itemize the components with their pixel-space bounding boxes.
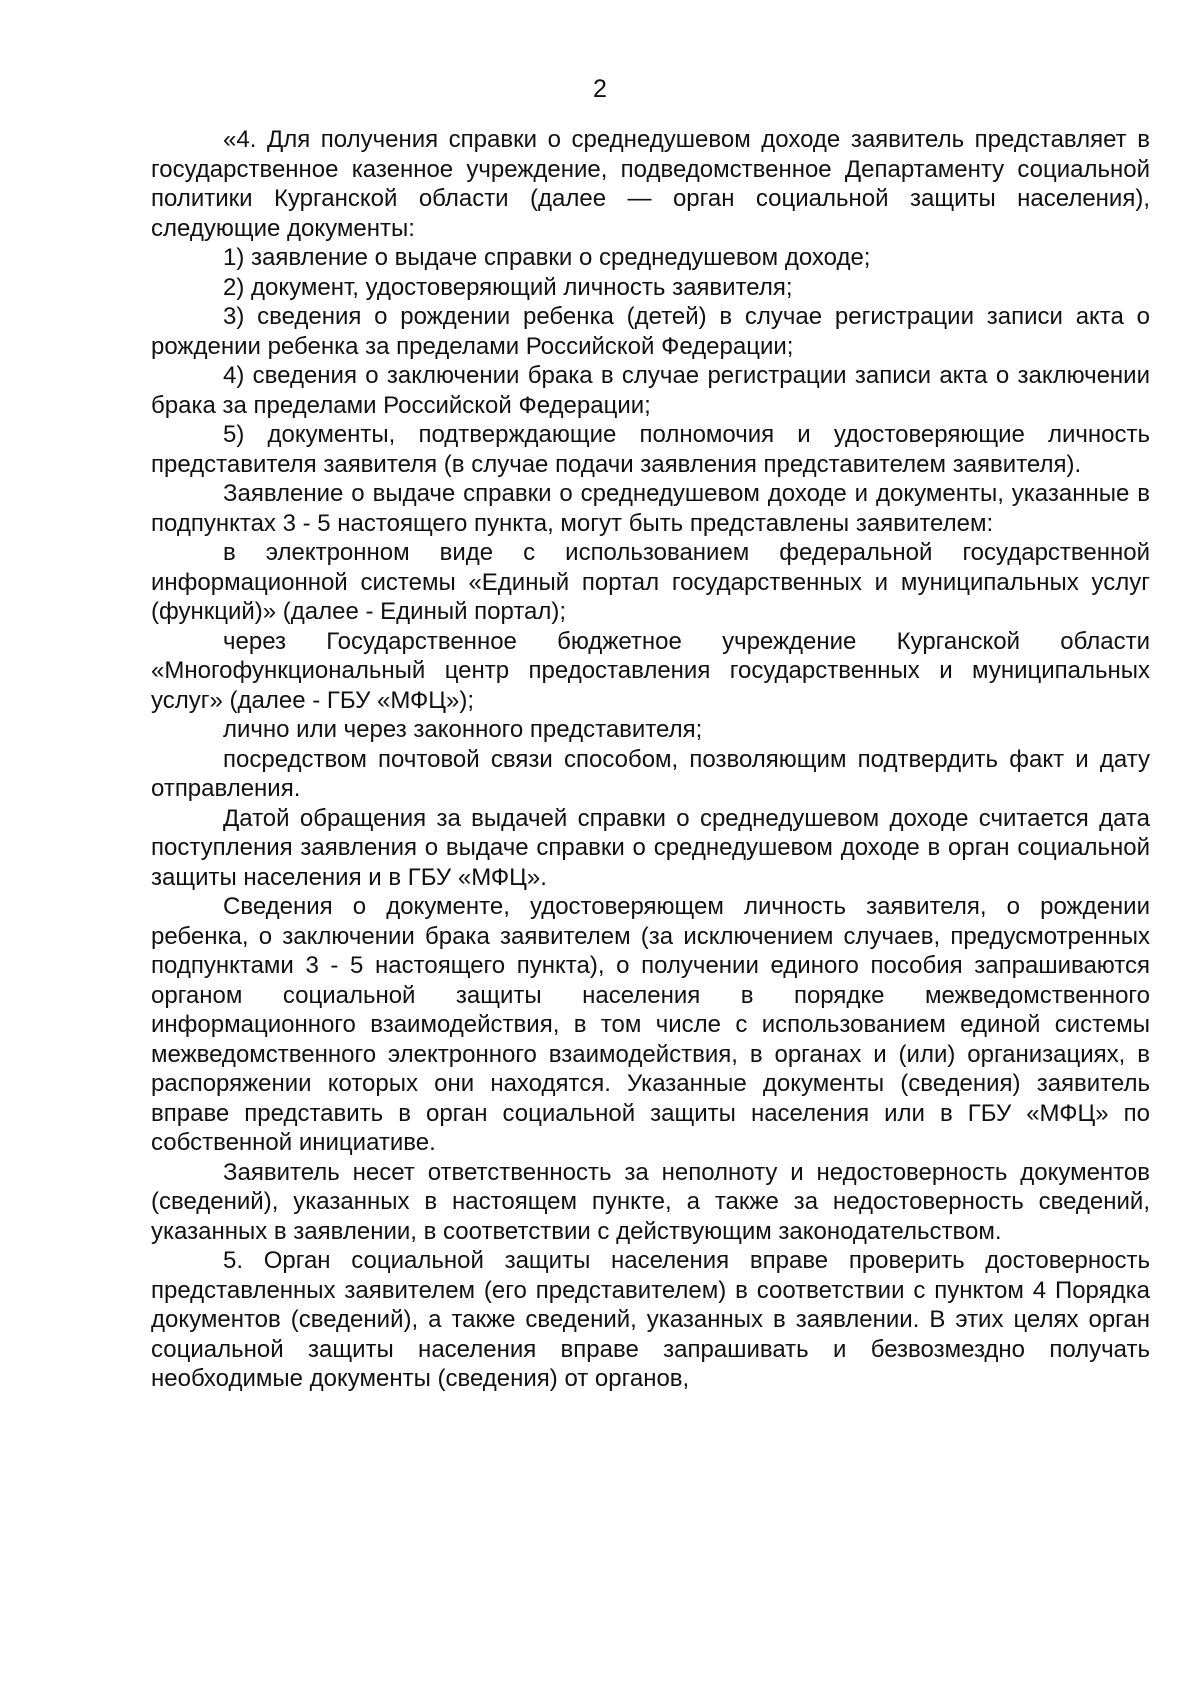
page-number: 2 xyxy=(593,75,607,103)
paragraph-item5: 5. Орган социальной защиты населения вправе проверить достоверность представленных заявителем (его представителем) в соответствии с пунктом 4 Порядка документов (сведений), а также сведений, указанных в заявлении. В этих целях орган социальной защиты населения вправе запрашивать и безвозмездно получать необходимые документы (сведения) от органов, xyxy=(151,1247,1150,1392)
list-item-5: 5) документы, подтверждающие полномочия и удостоверяющие личность представителя заявителя (в случае подачи заявления представителем заявителя). xyxy=(151,421,1150,478)
paragraph-application-date: Датой обращения за выдачей справки о среднедушевом доходе считается дата поступления заявления о выдаче справки о среднедушевом доходе в орган социальной защиты населения и в ГБУ «МФЦ». xyxy=(151,804,1150,891)
paragraph-item4-intro: «4. Для получения справки о среднедушевом доходе заявитель представляет в государственное казенное учреждение, подведомственное Департаменту социальной политики Курганской области (далее — орган социальной защиты населения), следующие документы: xyxy=(151,126,1150,242)
paragraph-interagency-requests: Сведения о документе, удостоверяющем личность заявителя, о рождении ребенка, о заключении брака заявителем (за исключением случаев, предусмотренных подпунктами 3 - 5 настоящего пункта), о получении единого пособия запрашиваются органом социальной защиты населения в порядке межведомственного информационного взаимодействия, в том числе с использованием единой системы межведомственного электронного взаимодействия, в органах и (или) организациях, в распоряжении которых они находятся. Указанные документы (сведения) заявитель вправе представить в орган социальной защиты населения или в ГБУ «МФЦ» по собственной инициативе. xyxy=(151,893,1150,1156)
paragraph-electronic: в электронном виде с использованием федеральной государственной информационной системы «Единый портал государственных и муниципальных услуг (функций)» (далее - Единый портал); xyxy=(151,539,1150,625)
list-item-3: 3) сведения о рождении ребенка (детей) в случае регистрации записи акта о рождении ребенка за пределами Российской Федерации; xyxy=(151,303,1150,360)
paragraph-post: посредством почтовой связи способом, позволяющим подтвердить факт и дату отправления. xyxy=(151,745,1150,802)
paragraph-in-person: лично или через законного представителя; xyxy=(223,716,703,743)
list-item-1: 1) заявление о выдаче справки о среднедушевом доходе; xyxy=(223,244,871,271)
list-item-2: 2) документ, удостоверяющий личность заявителя; xyxy=(223,273,793,301)
list-item-4: 4) сведения о заключении брака в случае регистрации записи акта о заключении брака за пределами Российской Федерации; xyxy=(151,362,1150,419)
document-body xyxy=(151,125,1150,1394)
paragraph-mfc: через Государственное бюджетное учреждение Курганской области «Многофункциональный центр предоставления государственных и муниципальных услуг» (далее - ГБУ «МФЦ»); xyxy=(151,627,1150,714)
paragraph-responsibility: Заявитель несет ответственность за неполноту и недостоверность документов (сведений), указанных в настоящем пункте, а также за недостоверность сведений, указанных в заявлении, в соответствии с действующим законодательством. xyxy=(151,1158,1150,1245)
paragraph-submission-ways: Заявление о выдаче справки о среднедушевом доходе и документы, указанные в подпунктах 3 - 5 настоящего пункта, могут быть представлены заявителем: xyxy=(151,480,1150,537)
